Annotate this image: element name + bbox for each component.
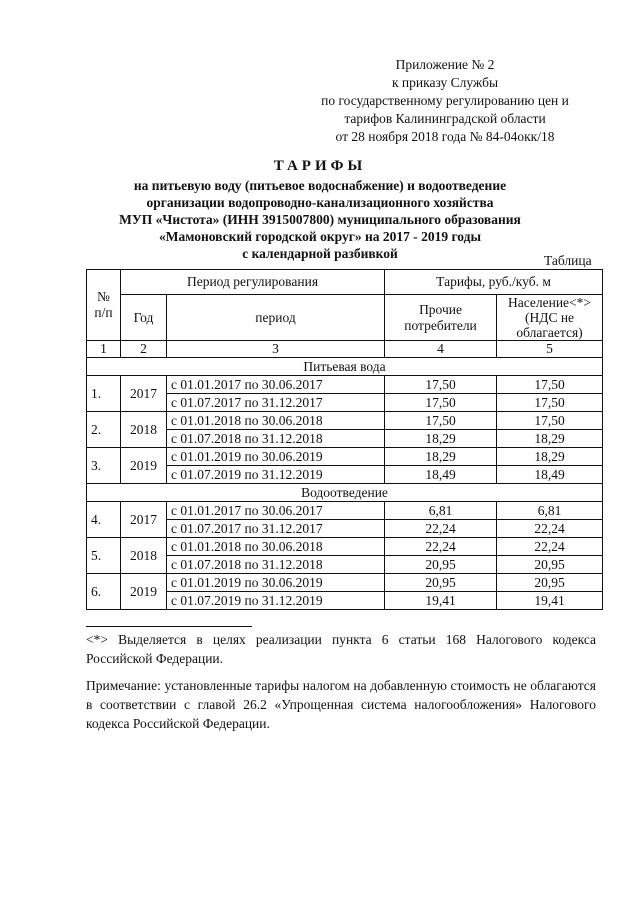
row-population: 18,49 bbox=[497, 466, 603, 484]
row-period: с 01.01.2018 по 30.06.2018 bbox=[167, 538, 385, 556]
document-title bbox=[100, 158, 540, 262]
row-year: 2017 bbox=[121, 502, 167, 538]
annex-line: к приказу Службы bbox=[391, 75, 499, 90]
row-population: 22,24 bbox=[497, 520, 603, 538]
row-other: 18,29 bbox=[385, 430, 497, 448]
row-year: 2019 bbox=[121, 574, 167, 610]
header-num: № п/п bbox=[87, 270, 121, 341]
annex-header bbox=[300, 56, 590, 146]
row-period: с 01.07.2017 по 31.12.2017 bbox=[167, 394, 385, 412]
header-other: Прочие потребители bbox=[385, 295, 497, 341]
row-population: 18,29 bbox=[497, 430, 603, 448]
row-year: 2018 bbox=[121, 538, 167, 574]
annex-line: по государственному регулированию цен и bbox=[321, 93, 569, 108]
title-line: организации водопроводно-канализационного хозяйства bbox=[146, 195, 494, 210]
title-heading: ТАРИФЫ bbox=[273, 158, 367, 174]
title-line: с календарной разбивкой bbox=[242, 246, 398, 261]
row-population: 22,24 bbox=[497, 538, 603, 556]
row-num: 2. bbox=[87, 412, 121, 448]
row-period: с 01.07.2017 по 31.12.2017 bbox=[167, 520, 385, 538]
header-population: Население<*> (НДС не облагается) bbox=[497, 295, 603, 341]
title-line: МУП «Чистота» (ИНН 3915007800) муниципального образования bbox=[119, 212, 521, 227]
tariff-table bbox=[86, 269, 603, 610]
row-other: 6,81 bbox=[385, 502, 497, 520]
row-other: 22,24 bbox=[385, 520, 497, 538]
row-population: 6,81 bbox=[497, 502, 603, 520]
row-num: 5. bbox=[87, 538, 121, 574]
row-period: с 01.01.2017 по 30.06.2017 bbox=[167, 376, 385, 394]
row-other: 20,95 bbox=[385, 574, 497, 592]
row-period: с 01.07.2019 по 31.12.2019 bbox=[167, 592, 385, 610]
row-num: 4. bbox=[87, 502, 121, 538]
row-other: 17,50 bbox=[385, 412, 497, 430]
notes-block bbox=[86, 630, 596, 741]
row-period: с 01.01.2018 по 30.06.2018 bbox=[167, 412, 385, 430]
row-period: с 01.07.2019 по 31.12.2019 bbox=[167, 466, 385, 484]
row-period: с 01.01.2019 по 30.06.2019 bbox=[167, 448, 385, 466]
row-period: с 01.07.2018 по 31.12.2018 bbox=[167, 430, 385, 448]
row-other: 18,49 bbox=[385, 466, 497, 484]
annex-line: от 28 ноября 2018 года № 84-04окк/18 bbox=[335, 129, 555, 144]
col-number: 5 bbox=[497, 341, 603, 358]
row-population: 17,50 bbox=[497, 376, 603, 394]
row-other: 17,50 bbox=[385, 394, 497, 412]
row-other: 20,95 bbox=[385, 556, 497, 574]
annex-line: тарифов Калининградской области bbox=[344, 111, 546, 126]
row-period: с 01.07.2018 по 31.12.2018 bbox=[167, 556, 385, 574]
row-year: 2018 bbox=[121, 412, 167, 448]
row-period: с 01.01.2019 по 30.06.2019 bbox=[167, 574, 385, 592]
col-number: 2 bbox=[121, 341, 167, 358]
footnote-text: <*> Выделяется в целях реализации пункта 6 статьи 168 Налогового кодекса Российской Федерации. bbox=[86, 632, 596, 666]
section-title: Питьевая вода bbox=[87, 358, 603, 376]
row-other: 18,29 bbox=[385, 448, 497, 466]
section-title: Водоотведение bbox=[87, 484, 603, 502]
row-other: 17,50 bbox=[385, 376, 497, 394]
table-caption: Таблица bbox=[544, 253, 592, 268]
header-tariffs-group: Тарифы, руб./куб. м bbox=[385, 270, 603, 295]
title-line: на питьевую воду (питьевое водоснабжение) и водоотведение bbox=[133, 178, 507, 193]
row-year: 2019 bbox=[121, 448, 167, 484]
annex-line: Приложение № 2 bbox=[395, 57, 495, 72]
footnote-divider bbox=[86, 626, 252, 627]
col-number: 1 bbox=[87, 341, 121, 358]
row-num: 3. bbox=[87, 448, 121, 484]
row-population: 17,50 bbox=[497, 412, 603, 430]
row-other: 22,24 bbox=[385, 538, 497, 556]
row-other: 19,41 bbox=[385, 592, 497, 610]
title-line: «Мамоновский городской округ» на 2017 - 2019 годы bbox=[158, 229, 481, 244]
header-period-group: Период регулирования bbox=[121, 270, 385, 295]
row-num: 6. bbox=[87, 574, 121, 610]
row-population: 20,95 bbox=[497, 556, 603, 574]
header-year: Год bbox=[121, 295, 167, 341]
row-year: 2017 bbox=[121, 376, 167, 412]
row-period: с 01.01.2017 по 30.06.2017 bbox=[167, 502, 385, 520]
row-population: 17,50 bbox=[497, 394, 603, 412]
col-number: 4 bbox=[385, 341, 497, 358]
header-period: период bbox=[167, 295, 385, 341]
note-text: Примечание: установленные тарифы налогом на добавленную стоимость не облагаются в соответствии с главой 26.2 «Упрощенная система налогообложения» Налогового кодекса Российской Федерации. bbox=[86, 678, 596, 731]
row-population: 20,95 bbox=[497, 574, 603, 592]
row-population: 19,41 bbox=[497, 592, 603, 610]
col-number: 3 bbox=[167, 341, 385, 358]
row-population: 18,29 bbox=[497, 448, 603, 466]
row-num: 1. bbox=[87, 376, 121, 412]
